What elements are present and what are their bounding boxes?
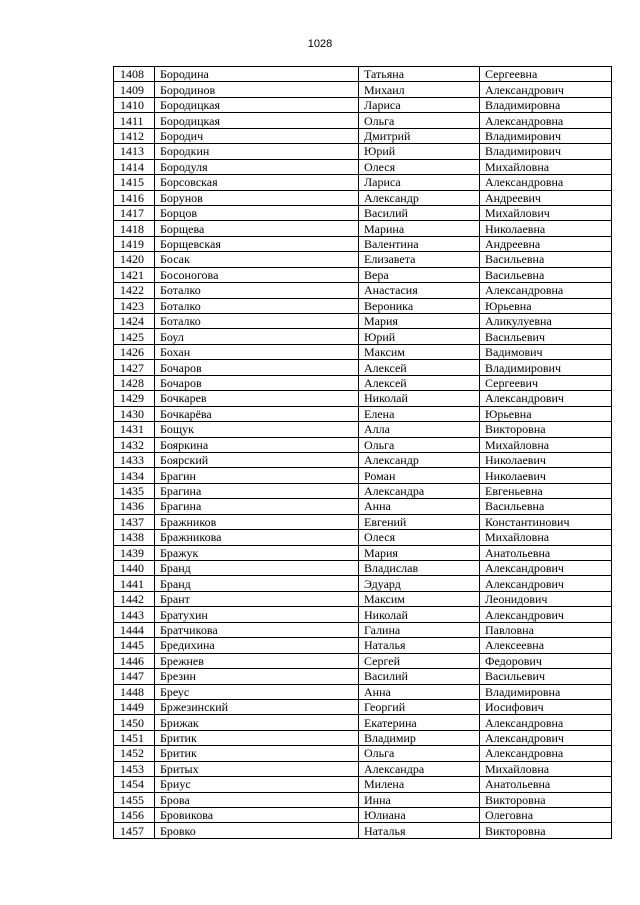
row-number-cell: 1457 xyxy=(114,823,155,838)
row-number-cell: 1424 xyxy=(114,314,155,329)
patronymic-cell: Владимирович xyxy=(480,144,612,159)
row-number-cell: 1455 xyxy=(114,792,155,807)
last-name-cell: Бородицкая xyxy=(155,113,359,128)
table-row xyxy=(114,298,612,313)
table-row xyxy=(114,777,612,792)
table-row xyxy=(114,607,612,622)
first-name-cell: Александр xyxy=(359,452,480,467)
row-number-cell: 1448 xyxy=(114,684,155,699)
first-name-cell: Юрий xyxy=(359,329,480,344)
patronymic-cell: Юрьевна xyxy=(480,298,612,313)
patronymic-cell: Константинович xyxy=(480,514,612,529)
row-number-cell: 1444 xyxy=(114,622,155,637)
patronymic-cell: Аликулуевна xyxy=(480,314,612,329)
table-row xyxy=(114,113,612,128)
table-row xyxy=(114,360,612,375)
table-row xyxy=(114,205,612,220)
last-name-cell: Бочкарев xyxy=(155,391,359,406)
row-number-cell: 1420 xyxy=(114,252,155,267)
table-row xyxy=(114,684,612,699)
patronymic-cell: Михайловна xyxy=(480,761,612,776)
row-number-cell: 1426 xyxy=(114,344,155,359)
last-name-cell: Бочаров xyxy=(155,360,359,375)
first-name-cell: Алексей xyxy=(359,360,480,375)
last-name-cell: Боталко xyxy=(155,298,359,313)
patronymic-cell: Владимировна xyxy=(480,97,612,112)
row-number-cell: 1408 xyxy=(114,67,155,82)
first-name-cell: Анна xyxy=(359,499,480,514)
first-name-cell: Анна xyxy=(359,684,480,699)
row-number-cell: 1429 xyxy=(114,391,155,406)
first-name-cell: Владислав xyxy=(359,561,480,576)
first-name-cell: Олеся xyxy=(359,159,480,174)
first-name-cell: Юрий xyxy=(359,144,480,159)
first-name-cell: Наталья xyxy=(359,638,480,653)
last-name-cell: Босак xyxy=(155,252,359,267)
patronymic-cell: Васильевна xyxy=(480,267,612,282)
patronymic-cell: Александровна xyxy=(480,715,612,730)
last-name-cell: Брижак xyxy=(155,715,359,730)
table-row xyxy=(114,406,612,421)
last-name-cell: Бровикова xyxy=(155,808,359,823)
table-row xyxy=(114,761,612,776)
last-name-cell: Бржезинский xyxy=(155,699,359,714)
table-row xyxy=(114,483,612,498)
patronymic-cell: Андреевна xyxy=(480,236,612,251)
last-name-cell: Бражникова xyxy=(155,530,359,545)
table-row xyxy=(114,344,612,359)
first-name-cell: Ольга xyxy=(359,113,480,128)
first-name-cell: Алексей xyxy=(359,375,480,390)
table-row xyxy=(114,67,612,82)
patronymic-cell: Александровна xyxy=(480,175,612,190)
patronymic-cell: Владимирович xyxy=(480,360,612,375)
last-name-cell: Бородуля xyxy=(155,159,359,174)
last-name-cell: Брезин xyxy=(155,669,359,684)
table-row xyxy=(114,329,612,344)
last-name-cell: Брагин xyxy=(155,468,359,483)
first-name-cell: Михаил xyxy=(359,82,480,97)
row-number-cell: 1409 xyxy=(114,82,155,97)
row-number-cell: 1422 xyxy=(114,283,155,298)
last-name-cell: Бражук xyxy=(155,545,359,560)
roster-table xyxy=(113,66,612,839)
last-name-cell: Брагина xyxy=(155,499,359,514)
patronymic-cell: Викторовна xyxy=(480,792,612,807)
patronymic-cell: Юрьевна xyxy=(480,406,612,421)
first-name-cell: Вера xyxy=(359,267,480,282)
last-name-cell: Бохан xyxy=(155,344,359,359)
first-name-cell: Милена xyxy=(359,777,480,792)
last-name-cell: Братчикова xyxy=(155,622,359,637)
last-name-cell: Брова xyxy=(155,792,359,807)
table-row xyxy=(114,622,612,637)
patronymic-cell: Николаевич xyxy=(480,452,612,467)
first-name-cell: Юлиана xyxy=(359,808,480,823)
row-number-cell: 1428 xyxy=(114,375,155,390)
patronymic-cell: Иосифович xyxy=(480,699,612,714)
row-number-cell: 1437 xyxy=(114,514,155,529)
first-name-cell: Евгений xyxy=(359,514,480,529)
last-name-cell: Бранд xyxy=(155,561,359,576)
last-name-cell: Боталко xyxy=(155,314,359,329)
patronymic-cell: Сергеевич xyxy=(480,375,612,390)
patronymic-cell: Александрович xyxy=(480,607,612,622)
patronymic-cell: Викторовна xyxy=(480,823,612,838)
row-number-cell: 1451 xyxy=(114,730,155,745)
last-name-cell: Боталко xyxy=(155,283,359,298)
row-number-cell: 1436 xyxy=(114,499,155,514)
last-name-cell: Бражников xyxy=(155,514,359,529)
table-row xyxy=(114,746,612,761)
patronymic-cell: Александрович xyxy=(480,730,612,745)
patronymic-cell: Александровна xyxy=(480,113,612,128)
table-row xyxy=(114,576,612,591)
row-number-cell: 1430 xyxy=(114,406,155,421)
patronymic-cell: Владимирович xyxy=(480,128,612,143)
table-row xyxy=(114,514,612,529)
first-name-cell: Ольга xyxy=(359,437,480,452)
row-number-cell: 1446 xyxy=(114,653,155,668)
last-name-cell: Борщева xyxy=(155,221,359,236)
table-row xyxy=(114,561,612,576)
first-name-cell: Инна xyxy=(359,792,480,807)
patronymic-cell: Александровна xyxy=(480,283,612,298)
patronymic-cell: Вадимович xyxy=(480,344,612,359)
patronymic-cell: Михайловна xyxy=(480,437,612,452)
last-name-cell: Бородина xyxy=(155,67,359,82)
table-row xyxy=(114,375,612,390)
last-name-cell: Бритых xyxy=(155,761,359,776)
row-number-cell: 1413 xyxy=(114,144,155,159)
row-number-cell: 1439 xyxy=(114,545,155,560)
last-name-cell: Борщевская xyxy=(155,236,359,251)
first-name-cell: Татьяна xyxy=(359,67,480,82)
table-row xyxy=(114,452,612,467)
row-number-cell: 1449 xyxy=(114,699,155,714)
last-name-cell: Брежнев xyxy=(155,653,359,668)
last-name-cell: Бредихина xyxy=(155,638,359,653)
table-row xyxy=(114,144,612,159)
row-number-cell: 1432 xyxy=(114,437,155,452)
table-row xyxy=(114,437,612,452)
patronymic-cell: Александрович xyxy=(480,561,612,576)
patronymic-cell: Леонидович xyxy=(480,591,612,606)
first-name-cell: Мария xyxy=(359,545,480,560)
first-name-cell: Мария xyxy=(359,314,480,329)
row-number-cell: 1411 xyxy=(114,113,155,128)
row-number-cell: 1417 xyxy=(114,205,155,220)
patronymic-cell: Андреевич xyxy=(480,190,612,205)
last-name-cell: Бородицкая xyxy=(155,97,359,112)
row-number-cell: 1441 xyxy=(114,576,155,591)
last-name-cell: Бородич xyxy=(155,128,359,143)
first-name-cell: Марина xyxy=(359,221,480,236)
row-number-cell: 1421 xyxy=(114,267,155,282)
last-name-cell: Борсовская xyxy=(155,175,359,190)
table-row xyxy=(114,97,612,112)
first-name-cell: Роман xyxy=(359,468,480,483)
patronymic-cell: Васильевич xyxy=(480,669,612,684)
patronymic-cell: Николаевич xyxy=(480,468,612,483)
patronymic-cell: Васильевна xyxy=(480,499,612,514)
row-number-cell: 1452 xyxy=(114,746,155,761)
last-name-cell: Бородинов xyxy=(155,82,359,97)
row-number-cell: 1418 xyxy=(114,221,155,236)
table-row xyxy=(114,499,612,514)
last-name-cell: Брант xyxy=(155,591,359,606)
patronymic-cell: Олеговна xyxy=(480,808,612,823)
table-row xyxy=(114,530,612,545)
first-name-cell: Анастасия xyxy=(359,283,480,298)
row-number-cell: 1410 xyxy=(114,97,155,112)
first-name-cell: Ольга xyxy=(359,746,480,761)
table-row xyxy=(114,669,612,684)
patronymic-cell: Викторовна xyxy=(480,422,612,437)
last-name-cell: Бранд xyxy=(155,576,359,591)
table-row xyxy=(114,236,612,251)
last-name-cell: Бочаров xyxy=(155,375,359,390)
row-number-cell: 1438 xyxy=(114,530,155,545)
patronymic-cell: Александрович xyxy=(480,391,612,406)
row-number-cell: 1415 xyxy=(114,175,155,190)
table-row xyxy=(114,391,612,406)
table-row xyxy=(114,545,612,560)
patronymic-cell: Михайловна xyxy=(480,530,612,545)
last-name-cell: Бровко xyxy=(155,823,359,838)
first-name-cell: Николай xyxy=(359,391,480,406)
table-row xyxy=(114,653,612,668)
first-name-cell: Василий xyxy=(359,669,480,684)
first-name-cell: Валентина xyxy=(359,236,480,251)
row-number-cell: 1445 xyxy=(114,638,155,653)
row-number-cell: 1412 xyxy=(114,128,155,143)
first-name-cell: Сергей xyxy=(359,653,480,668)
first-name-cell: Вероника xyxy=(359,298,480,313)
page-number: 1028 xyxy=(307,38,333,50)
row-number-cell: 1416 xyxy=(114,190,155,205)
first-name-cell: Лариса xyxy=(359,175,480,190)
row-number-cell: 1454 xyxy=(114,777,155,792)
first-name-cell: Эдуард xyxy=(359,576,480,591)
patronymic-cell: Михайловна xyxy=(480,159,612,174)
table-row xyxy=(114,82,612,97)
first-name-cell: Галина xyxy=(359,622,480,637)
last-name-cell: Бритик xyxy=(155,730,359,745)
first-name-cell: Василий xyxy=(359,205,480,220)
patronymic-cell: Анатольевна xyxy=(480,545,612,560)
table-row xyxy=(114,159,612,174)
row-number-cell: 1450 xyxy=(114,715,155,730)
row-number-cell: 1423 xyxy=(114,298,155,313)
table-row xyxy=(114,591,612,606)
first-name-cell: Елена xyxy=(359,406,480,421)
roster-table-body xyxy=(114,67,612,839)
patronymic-cell: Михайлович xyxy=(480,205,612,220)
patronymic-cell: Владимировна xyxy=(480,684,612,699)
table-row xyxy=(114,792,612,807)
last-name-cell: Бриус xyxy=(155,777,359,792)
row-number-cell: 1443 xyxy=(114,607,155,622)
last-name-cell: Боярский xyxy=(155,452,359,467)
row-number-cell: 1434 xyxy=(114,468,155,483)
row-number-cell: 1414 xyxy=(114,159,155,174)
first-name-cell: Дмитрий xyxy=(359,128,480,143)
row-number-cell: 1427 xyxy=(114,360,155,375)
patronymic-cell: Сергеевна xyxy=(480,67,612,82)
first-name-cell: Александра xyxy=(359,761,480,776)
row-number-cell: 1419 xyxy=(114,236,155,251)
first-name-cell: Максим xyxy=(359,344,480,359)
patronymic-cell: Александрович xyxy=(480,82,612,97)
first-name-cell: Екатерина xyxy=(359,715,480,730)
first-name-cell: Николай xyxy=(359,607,480,622)
table-row xyxy=(114,808,612,823)
last-name-cell: Бородкин xyxy=(155,144,359,159)
last-name-cell: Борцов xyxy=(155,205,359,220)
first-name-cell: Лариса xyxy=(359,97,480,112)
row-number-cell: 1456 xyxy=(114,808,155,823)
table-row xyxy=(114,221,612,236)
last-name-cell: Бочкарёва xyxy=(155,406,359,421)
row-number-cell: 1425 xyxy=(114,329,155,344)
table-row xyxy=(114,730,612,745)
row-number-cell: 1442 xyxy=(114,591,155,606)
first-name-cell: Максим xyxy=(359,591,480,606)
row-number-cell: 1453 xyxy=(114,761,155,776)
first-name-cell: Елизавета xyxy=(359,252,480,267)
row-number-cell: 1431 xyxy=(114,422,155,437)
patronymic-cell: Евгеньевна xyxy=(480,483,612,498)
first-name-cell: Наталья xyxy=(359,823,480,838)
table-row xyxy=(114,175,612,190)
first-name-cell: Алла xyxy=(359,422,480,437)
first-name-cell: Олеся xyxy=(359,530,480,545)
first-name-cell: Георгий xyxy=(359,699,480,714)
patronymic-cell: Федорович xyxy=(480,653,612,668)
last-name-cell: Бритик xyxy=(155,746,359,761)
first-name-cell: Александр xyxy=(359,190,480,205)
last-name-cell: Бояркина xyxy=(155,437,359,452)
last-name-cell: Бощук xyxy=(155,422,359,437)
patronymic-cell: Александровна xyxy=(480,746,612,761)
table-row xyxy=(114,252,612,267)
last-name-cell: Братухин xyxy=(155,607,359,622)
table-row xyxy=(114,314,612,329)
table-row xyxy=(114,468,612,483)
row-number-cell: 1433 xyxy=(114,452,155,467)
table-row xyxy=(114,283,612,298)
patronymic-cell: Анатольевна xyxy=(480,777,612,792)
last-name-cell: Бреус xyxy=(155,684,359,699)
table-row xyxy=(114,422,612,437)
patronymic-cell: Васильевич xyxy=(480,329,612,344)
patronymic-cell: Алексеевна xyxy=(480,638,612,653)
table-row xyxy=(114,823,612,838)
row-number-cell: 1447 xyxy=(114,669,155,684)
patronymic-cell: Васильевна xyxy=(480,252,612,267)
table-row xyxy=(114,638,612,653)
row-number-cell: 1435 xyxy=(114,483,155,498)
table-row xyxy=(114,190,612,205)
table-row xyxy=(114,715,612,730)
table-row xyxy=(114,267,612,282)
patronymic-cell: Николаевна xyxy=(480,221,612,236)
row-number-cell: 1440 xyxy=(114,561,155,576)
patronymic-cell: Александрович xyxy=(480,576,612,591)
first-name-cell: Александра xyxy=(359,483,480,498)
last-name-cell: Борунов xyxy=(155,190,359,205)
last-name-cell: Босоногова xyxy=(155,267,359,282)
last-name-cell: Брагина xyxy=(155,483,359,498)
patronymic-cell: Павловна xyxy=(480,622,612,637)
table-row xyxy=(114,699,612,714)
first-name-cell: Владимир xyxy=(359,730,480,745)
last-name-cell: Боул xyxy=(155,329,359,344)
table-row xyxy=(114,128,612,143)
